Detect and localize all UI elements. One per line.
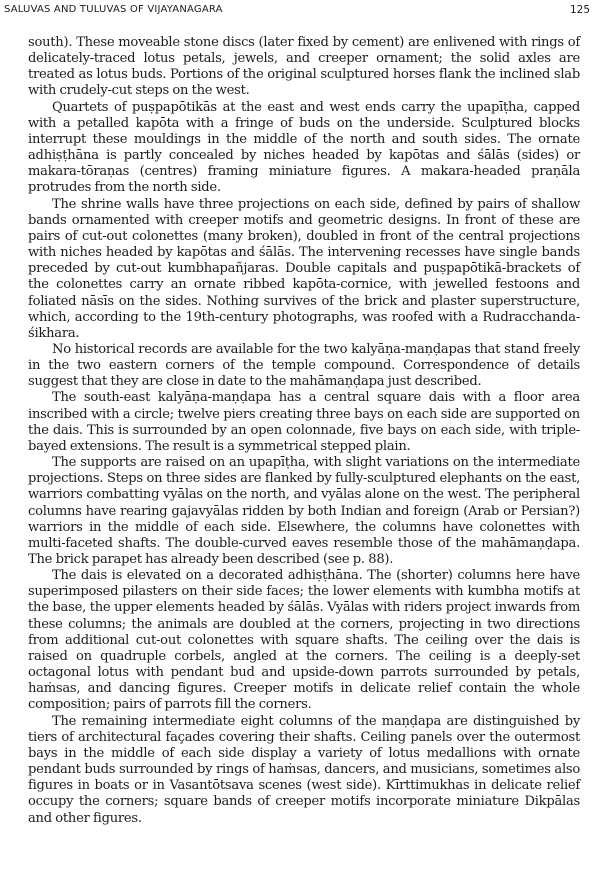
body-text <box>28 35 580 827</box>
page-number: 125 <box>569 4 590 16</box>
paragraph-intermediate-columns: The remaining intermediate eight columns of the maṇḍapa are distinguished by tiers of architectural façades covering their shafts. Ceiling panels over the outermost bays in the middle of each side display a variety of lotus medallions with ornate pendant buds surrounded by rings of haṁsas, dancers, and musicians, sometimes also figures in boats or in Vasantōtsava scenes (west side). Kīrttimukhas in delicate relief occupy the corners; square bands of creeper motifs incorporate miniature Dikpālas and other figures. <box>28 713 580 826</box>
paragraph-south-east-mandapa: The south-east kalyāṇa-maṇḍapa has a central square dais with a floor area inscribed with a circle; twelve piers creating three bays on each side are supported on the dais. This is surrounded by an open colonnade, five bays on each side, with triple-bayed extensions. The result is a symmetrical stepped plain. <box>28 390 580 454</box>
paragraph-shrine-walls: The shrine walls have three projections on each side, defined by pairs of shallow bands ornamented with creeper motifs and geometric designs. In front of these are pairs of cut-out colonettes (many broken), doubled in front of the central projections with niches headed by kapōtas and śālās. The intervening recesses have single bands preceded by cut-out kumbhapañjaras. Double capitals and puṣpapōtikā-brackets of the colonettes carry an ornate ribbed kapōta-cornice, with jewelled festoons and foliated nāsīs on the sides. Nothing survives of the brick and plaster superstructure, which, according to the 19th-century photographs, was roofed with a Rudracchanda-śikhara. <box>28 196 580 341</box>
running-header-title: SALUVAS AND TULUVAS OF VIJAYANAGARA <box>4 4 223 15</box>
paragraph-upapitha-mouldings: Quartets of puṣpapōtikās at the east and west ends carry the upapīṭha, capped with a petalled kapōta with a fringe of buds on the underside. Sculptured blocks interrupt these mouldings in the middle of the north and south sides. The ornate adhiṣṭhāna is partly concealed by niches headed by kapōtas and śālās (sides) or makara-tōraṇas (centres) framing miniature figures. A makara-headed praṇāla protrudes from the north side. <box>28 99 580 196</box>
paragraph-kalyana-mandapas: No historical records are available for the two kalyāṇa-maṇḍapas that stand freely in the two eastern corners of the temple compound. Correspondence of details suggest that they are close in date to the mahāmaṇḍapa just described. <box>28 341 580 390</box>
paragraph-supports: The supports are raised on an upapīṭha, with slight variations on the intermediate projections. Steps on three sides are flanked by fully-sculptured elephants on the east, warriors combatting vyālas on the north, and vyālas alone on the west. The peripheral columns have rearing gajavyālas ridden by both Indian and foreign (Arab or Persian?) warriors in the middle of each side. Elsewhere, the columns have colonettes with multi-faceted shafts. The double-curved eaves resemble those of the mahāmaṇḍapa. The brick parapet has already been described (see p. 88). <box>28 455 580 567</box>
paragraph-dais: The dais is elevated on a decorated adhiṣṭhāna. The (shorter) columns here have superimposed pilasters on their side faces; the lower elements with kumbha motifs at the base, the upper elements headed by śālās. Vyālas with riders project inwards from these columns; the animals are doubled at the corners, projecting in two directions from additional cut-out colonettes with square shafts. The ceiling over the dais is raised on quadruple corbels, angled at the corners. The ceiling is a deeply-set octagonal lotus with pendant bud and upside-down parrots surrounded by petals, haṁsas, and dancing figures. Creeper motifs in delicate relief contain the whole composition; pairs of parrots fill the corners. <box>28 568 580 713</box>
paragraph-chariot-wheels: south). These moveable stone discs (later fixed by cement) are enlivened with rings of delicately-traced lotus petals, jewels, and creeper ornament; the solid axles are treated as lotus buds. Portions of the original sculptured horses flank the inclined slab with crudely-cut steps on the west. <box>28 35 580 99</box>
running-header <box>0 4 600 18</box>
